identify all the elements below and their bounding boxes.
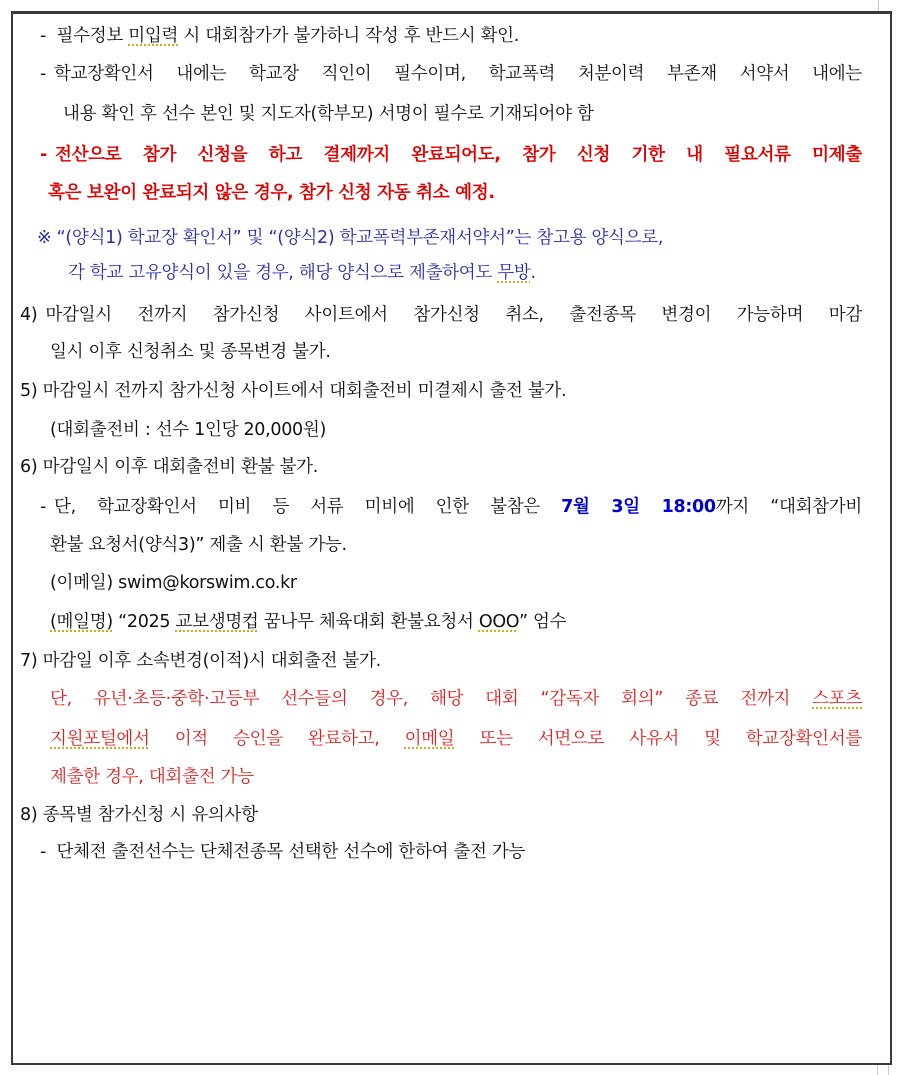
dash: - bbox=[40, 26, 47, 46]
mail-subject-line bbox=[50, 610, 566, 634]
item-number: 5) bbox=[20, 381, 38, 401]
transfer-exception bbox=[50, 687, 862, 711]
item-7 bbox=[20, 649, 381, 673]
bullet-school-confirm bbox=[40, 62, 862, 86]
text: 일시 이후 신청취소 및 종목변경 불가. bbox=[50, 342, 331, 362]
text: 까지 “대회참가비 bbox=[715, 497, 862, 517]
spell-underlined-word: 무방 bbox=[497, 263, 531, 283]
text: 필수정보 bbox=[56, 26, 129, 46]
text: 이적 승인을 완료하고, bbox=[149, 729, 405, 749]
email-line bbox=[50, 571, 297, 595]
text: 시 대회참가가 불가하니 작성 후 반드시 확인. bbox=[178, 26, 520, 46]
dash: - bbox=[40, 145, 47, 165]
text: 환불 요청서(양식3)” 제출 시 환불 가능. bbox=[50, 535, 347, 555]
text: 마감일시 전까지 참가신청 사이트에서 참가신청 취소, 출전종목 변경이 가능하며 마감 bbox=[45, 305, 862, 325]
bullet-required-info bbox=[40, 24, 519, 48]
text: 혹은 보완이 완료되지 않은 경우, 참가 신청 자동 취소 예정. bbox=[48, 183, 495, 203]
spell-underlined-word: 교보생명컵 bbox=[175, 612, 259, 632]
text: 마감일시 전까지 참가신청 사이트에서 대회출전비 미결제시 출전 불가. bbox=[42, 381, 567, 401]
text: 꿈나무 체육대회 환불요청서 bbox=[258, 612, 479, 632]
dash: - bbox=[40, 842, 47, 862]
text: 내용 확인 후 선수 본인 및 지도자(학부모) 서명이 필수로 기재되어야 함 bbox=[63, 104, 594, 124]
text: 또는 서면으로 사유서 및 학교장확인서를 bbox=[454, 729, 862, 749]
text: 전산으로 참가 신청을 하고 결제까지 완료되어도, 참가 신청 기한 내 필요서류 미제출 bbox=[54, 145, 862, 165]
dash: - bbox=[40, 497, 47, 517]
bullet-auto-cancel-warning bbox=[40, 143, 862, 167]
text: 단, 학교장확인서 미비 등 서류 미비에 인한 불참은 bbox=[54, 497, 562, 517]
note-forms: ※ “(양식1) 학교장 확인서” 및 “(양식2) 학교폭력부존재서약서”는 참고용 양식으로, bbox=[37, 228, 664, 248]
note-forms-cont bbox=[68, 261, 536, 285]
spell-underlined-word: OOO bbox=[478, 612, 519, 632]
spell-underlined-word: 스포츠 bbox=[812, 689, 862, 709]
text: 학교장확인서 내에는 학교장 직인이 필수이며, 학교폭력 처분이력 부존재 서약서 내에는 bbox=[54, 64, 862, 84]
item-6 bbox=[20, 455, 318, 479]
text: 단체전 출전선수는 단체전종목 선택한 선수에 한하여 출전 가능 bbox=[56, 842, 526, 862]
spell-underlined-word: 미입력 bbox=[128, 26, 179, 46]
bullet-refund-exception bbox=[40, 495, 862, 519]
item-number: 8) bbox=[20, 805, 38, 825]
spell-underlined-word: 이메일 bbox=[404, 729, 455, 749]
item-number: 6) bbox=[20, 457, 38, 477]
text: 종목별 참가신청 시 유의사항 bbox=[42, 805, 258, 825]
spell-underlined-word: 지원포털에서 bbox=[50, 729, 150, 749]
bullet-team-event bbox=[40, 840, 525, 864]
text: ” 엄수 bbox=[518, 612, 567, 632]
dash: - bbox=[40, 64, 47, 84]
label: (메일명) bbox=[50, 612, 113, 632]
text: 각 학교 고유양식이 있을 경우, 해당 양식으로 제출하여도 bbox=[68, 263, 498, 283]
text: 마감일 이후 소속변경(이적)시 대회출전 불가. bbox=[42, 651, 381, 671]
text: 마감일시 이후 대회출전비 환불 불가. bbox=[42, 457, 319, 477]
transfer-exception-cont bbox=[50, 727, 862, 751]
item-number: 7) bbox=[20, 651, 38, 671]
text: 제출한 경우, 대회출전 가능 bbox=[50, 767, 254, 787]
text: “2025 bbox=[118, 612, 176, 632]
item-4 bbox=[20, 303, 862, 327]
email-address[interactable]: swim@korswim.co.kr bbox=[118, 573, 297, 593]
text: 단, 유년·초등·중학·고등부 선수들의 경우, 해당 대회 “감독자 회의” 종료 전까지 bbox=[50, 689, 813, 709]
item-5 bbox=[20, 379, 566, 403]
label: (이메일) bbox=[50, 573, 113, 593]
item-number: 4) bbox=[20, 305, 38, 325]
text: . bbox=[530, 263, 536, 283]
entry-fee: (대회출전비 : 선수 1인당 20,000원) bbox=[50, 420, 327, 440]
deadline-date: 7월 3일 18:00 bbox=[561, 497, 716, 517]
item-8 bbox=[20, 803, 258, 827]
